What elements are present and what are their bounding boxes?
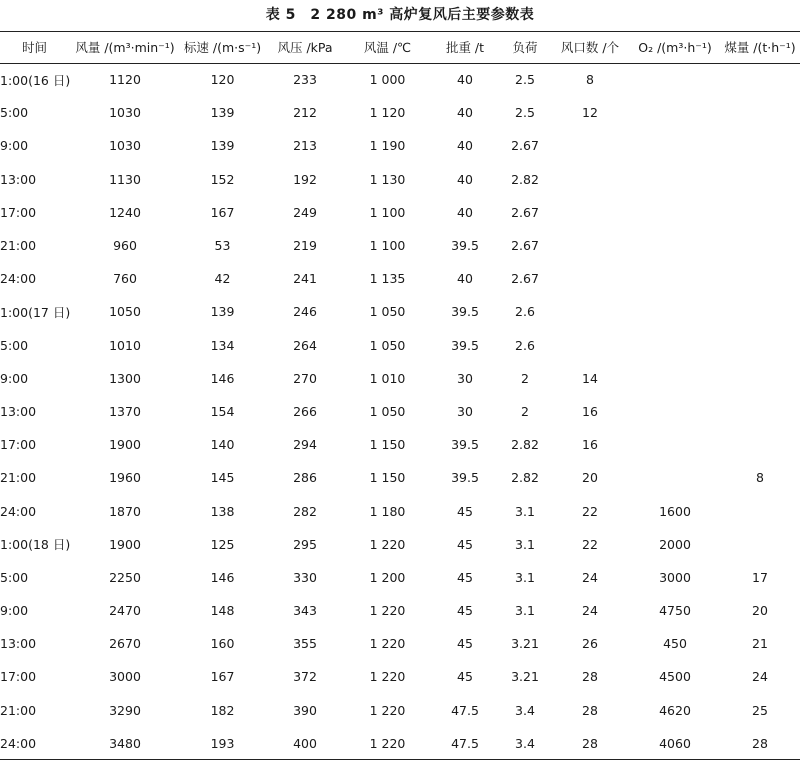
table-cell: 1130 <box>109 171 141 187</box>
table-cell: 22 <box>582 503 598 519</box>
table-cell: 1 220 <box>369 735 406 751</box>
table-cell <box>720 63 800 96</box>
table-row <box>0 494 800 527</box>
column-header: 标速 /(m·s⁻¹) <box>183 40 262 55</box>
table-cell: 1120 <box>109 72 141 88</box>
table-cell: 24 <box>582 603 598 619</box>
table-row <box>0 694 800 727</box>
table-cell: 2.5 <box>515 105 535 121</box>
table-cell: 40 <box>457 271 473 287</box>
table-cell: 1 130 <box>369 171 406 187</box>
table-row <box>0 461 800 494</box>
table-cell: 3.21 <box>511 669 539 685</box>
table-cell: 12 <box>582 105 598 121</box>
table-cell: 4500 <box>659 669 691 685</box>
table-row <box>0 528 800 561</box>
table-cell: 1370 <box>109 403 141 419</box>
table-cell: 219 <box>293 238 317 254</box>
table-cell: 45 <box>457 603 473 619</box>
table-cell: 282 <box>293 503 317 519</box>
table-cell: 760 <box>113 271 137 287</box>
table-cell: 148 <box>210 603 235 619</box>
table-row <box>0 63 800 96</box>
table-cell: 2670 <box>109 636 141 652</box>
table-cell: 2000 <box>659 536 691 552</box>
table-cell: 45 <box>457 503 473 519</box>
table-cell: 3480 <box>109 735 141 751</box>
table-cell: 2.67 <box>511 271 539 287</box>
table-cell: 47.5 <box>451 735 479 751</box>
table-cell: 28 <box>582 702 598 718</box>
table-cell: 28 <box>752 735 768 751</box>
table-cell: 139 <box>210 304 235 320</box>
table-cell: 2 <box>521 403 529 419</box>
column-header: 批重 /t <box>445 40 485 55</box>
table-cell <box>720 329 800 362</box>
table-cell: 39.5 <box>451 304 479 320</box>
table-cell: 145 <box>210 470 235 486</box>
table-cell: 4060 <box>659 735 691 751</box>
table-cell: 13:00 <box>0 171 37 187</box>
table-cell: 192 <box>293 171 317 187</box>
table-cell: 2.6 <box>515 304 535 320</box>
table-cell: 125 <box>210 536 235 552</box>
table-cell <box>630 229 720 262</box>
table-cell: 8 <box>586 72 594 88</box>
table-cell: 40 <box>457 138 473 154</box>
table-cell: 25 <box>752 702 768 718</box>
table-cell: 17 <box>752 569 768 585</box>
table-cell: 1 200 <box>369 569 406 585</box>
table-cell: 45 <box>457 636 473 652</box>
table-cell: 1:00(16 日) <box>0 72 71 88</box>
table-cell: 2 <box>521 370 529 386</box>
table-cell: 213 <box>293 138 317 154</box>
table-cell: 17:00 <box>0 669 37 685</box>
table-cell: 1 220 <box>369 702 406 718</box>
table-cell: 1:00(18 日) <box>0 537 71 553</box>
table-cell: 17:00 <box>0 437 37 453</box>
table-cell: 4750 <box>659 603 691 619</box>
table-cell: 24:00 <box>0 271 37 287</box>
table-cell: 1 220 <box>369 603 406 619</box>
table-cell: 167 <box>210 669 235 685</box>
table-cell <box>630 362 720 395</box>
table-cell: 8 <box>756 470 764 486</box>
table-cell: 2.6 <box>515 337 535 353</box>
column-header: 风口数 /个 <box>560 40 620 55</box>
header-row <box>0 31 800 63</box>
table-cell: 16 <box>582 403 598 419</box>
table-cell <box>630 96 720 129</box>
table-cell: 53 <box>214 238 231 254</box>
table-cell: 1 150 <box>369 437 406 453</box>
table-cell: 1 150 <box>369 470 406 486</box>
table-cell: 138 <box>210 503 235 519</box>
table-cell: 22 <box>582 536 598 552</box>
table-cell: 1 100 <box>369 238 406 254</box>
table-cell: 152 <box>210 171 235 187</box>
column-header: 风温 /℃ <box>363 40 412 55</box>
table-cell: 390 <box>293 702 317 718</box>
column-header: O₂ /(m³·h⁻¹) <box>638 39 712 55</box>
table-cell: 2.82 <box>511 470 539 486</box>
table-cell: 26 <box>582 636 598 652</box>
table-cell: 20 <box>752 603 768 619</box>
table-cell: 1 100 <box>369 204 406 220</box>
table-cell: 21:00 <box>0 238 37 254</box>
table-cell: 139 <box>210 138 235 154</box>
table-cell: 42 <box>214 271 231 287</box>
table-cell: 1050 <box>109 304 141 320</box>
table-cell: 1600 <box>659 503 691 519</box>
table-cell: 28 <box>582 669 598 685</box>
table-cell: 3000 <box>109 669 141 685</box>
table-cell: 40 <box>457 204 473 220</box>
table-cell <box>720 494 800 527</box>
table-cell <box>630 163 720 196</box>
table-cell <box>720 395 800 428</box>
table-cell <box>630 428 720 461</box>
table-cell: 160 <box>210 636 235 652</box>
table-cell: 9:00 <box>0 370 29 386</box>
table-cell: 39.5 <box>451 437 479 453</box>
table-cell <box>720 262 800 295</box>
table-cell: 1 000 <box>369 72 406 88</box>
table-cell: 21:00 <box>0 702 37 718</box>
table-cell: 3.4 <box>515 702 535 718</box>
table-cell: 16 <box>582 437 598 453</box>
table-cell: 294 <box>293 437 317 453</box>
table-cell: 2.67 <box>511 238 539 254</box>
table-cell: 40 <box>457 72 473 88</box>
table-row <box>0 362 800 395</box>
table-cell: 140 <box>210 437 235 453</box>
table-cell: 134 <box>210 337 235 353</box>
table-cell: 3.1 <box>515 569 535 585</box>
table-cell: 1030 <box>109 138 141 154</box>
table-cell: 1 050 <box>369 337 406 353</box>
column-header: 风压 /kPa <box>277 40 333 55</box>
table-row <box>0 395 800 428</box>
table-cell: 193 <box>210 735 235 751</box>
table-cell: 3.1 <box>515 503 535 519</box>
table-cell: 139 <box>210 105 235 121</box>
table-cell <box>630 129 720 162</box>
table-cell <box>550 163 630 196</box>
table-cell: 154 <box>210 403 235 419</box>
table-cell: 2.67 <box>511 138 539 154</box>
table-cell <box>720 295 800 328</box>
table-cell <box>630 196 720 229</box>
table-cell <box>720 96 800 129</box>
table-cell: 39.5 <box>451 470 479 486</box>
table-cell: 1 180 <box>369 503 406 519</box>
table-cell: 14 <box>582 370 598 386</box>
table-cell: 1030 <box>109 105 141 121</box>
table-row <box>0 196 800 229</box>
table-cell: 13:00 <box>0 403 37 419</box>
table-cell: 1 135 <box>369 271 406 287</box>
table-cell <box>630 295 720 328</box>
table-cell: 13:00 <box>0 636 37 652</box>
table-cell: 182 <box>210 702 235 718</box>
table-cell: 39.5 <box>451 238 479 254</box>
table-cell: 400 <box>293 735 317 751</box>
table-cell: 1 050 <box>369 403 406 419</box>
table-cell: 960 <box>113 238 137 254</box>
table-cell: 241 <box>293 271 317 287</box>
table-cell <box>720 196 800 229</box>
table-cell: 167 <box>210 204 235 220</box>
table-cell: 4620 <box>659 702 691 718</box>
table-cell: 246 <box>293 304 317 320</box>
table-cell <box>550 262 630 295</box>
table-cell: 5:00 <box>0 105 29 121</box>
table-cell: 3.1 <box>515 536 535 552</box>
table-cell <box>550 329 630 362</box>
table-cell: 24 <box>752 669 768 685</box>
table-cell <box>630 262 720 295</box>
table-cell <box>550 196 630 229</box>
table-row <box>0 163 800 196</box>
table-cell: 286 <box>293 470 317 486</box>
table-cell: 1 050 <box>369 304 406 320</box>
table-cell: 2.67 <box>511 204 539 220</box>
table-cell: 295 <box>293 536 317 552</box>
table-cell <box>720 163 800 196</box>
table-cell: 450 <box>663 636 687 652</box>
table-cell: 1 220 <box>369 669 406 685</box>
table-row <box>0 262 800 295</box>
table-cell: 1 010 <box>369 370 406 386</box>
table-cell: 233 <box>293 72 317 88</box>
table-cell: 343 <box>293 603 317 619</box>
table-cell: 21:00 <box>0 470 37 486</box>
table-cell: 17:00 <box>0 204 37 220</box>
table-row <box>0 295 800 328</box>
table-cell: 24 <box>582 569 598 585</box>
table-cell: 1870 <box>109 503 141 519</box>
table-cell: 1010 <box>109 337 141 353</box>
table-cell: 330 <box>293 569 317 585</box>
parameter-table <box>0 31 800 760</box>
table-cell: 1960 <box>109 470 141 486</box>
table-cell: 1:00(17 日) <box>0 304 71 320</box>
table-cell: 5:00 <box>0 337 29 353</box>
table-cell: 1900 <box>109 536 141 552</box>
table-row <box>0 594 800 627</box>
table-row <box>0 660 800 693</box>
table-cell <box>630 395 720 428</box>
table-cell: 146 <box>210 370 235 386</box>
table-cell: 212 <box>293 105 317 121</box>
table-cell <box>720 129 800 162</box>
table-cell: 28 <box>582 735 598 751</box>
table-row <box>0 329 800 362</box>
table-row <box>0 229 800 262</box>
column-header: 煤量 /(t·h⁻¹) <box>724 40 796 55</box>
table-cell: 3290 <box>109 702 141 718</box>
table-cell: 2.82 <box>511 437 539 453</box>
table-cell: 5:00 <box>0 569 29 585</box>
table-cell: 2.82 <box>511 171 539 187</box>
table-cell: 3.1 <box>515 603 535 619</box>
table-cell: 249 <box>293 204 317 220</box>
table-cell <box>550 129 630 162</box>
table-cell: 45 <box>457 669 473 685</box>
table-cell <box>630 329 720 362</box>
table-row <box>0 727 800 760</box>
table-cell: 24:00 <box>0 503 37 519</box>
table-cell: 39.5 <box>451 337 479 353</box>
table-cell <box>550 295 630 328</box>
table-cell: 1 190 <box>369 138 406 154</box>
table-cell: 24:00 <box>0 735 37 751</box>
table-cell: 45 <box>457 536 473 552</box>
table-cell: 355 <box>293 636 317 652</box>
table-cell: 30 <box>457 370 473 386</box>
table-cell <box>720 428 800 461</box>
table-cell: 30 <box>457 403 473 419</box>
table-cell: 1 220 <box>369 636 406 652</box>
table-cell: 146 <box>210 569 235 585</box>
table-cell: 40 <box>457 105 473 121</box>
table-cell: 264 <box>293 337 317 353</box>
table-cell <box>630 461 720 494</box>
table-cell: 47.5 <box>451 702 479 718</box>
table-cell: 1240 <box>109 204 141 220</box>
table-cell: 21 <box>752 636 768 652</box>
table-cell: 270 <box>293 370 317 386</box>
table-cell: 9:00 <box>0 603 29 619</box>
table-cell: 1300 <box>109 370 141 386</box>
table-cell <box>720 229 800 262</box>
table-row <box>0 561 800 594</box>
column-header: 时间 <box>22 40 48 55</box>
table-cell: 20 <box>582 470 598 486</box>
table-cell: 3000 <box>659 569 691 585</box>
table-cell <box>550 229 630 262</box>
table-cell: 266 <box>293 403 317 419</box>
table-cell: 9:00 <box>0 138 29 154</box>
table-row <box>0 428 800 461</box>
table-cell <box>720 362 800 395</box>
table-cell: 45 <box>457 569 473 585</box>
table-cell: 3.21 <box>511 636 539 652</box>
table-title: 表 5 2 280 m³ 高炉复风后主要参数表 <box>265 7 535 23</box>
table-cell: 1900 <box>109 437 141 453</box>
table-cell: 1 220 <box>369 536 406 552</box>
table-row <box>0 129 800 162</box>
table-cell <box>720 528 800 561</box>
table-cell: 2470 <box>109 603 141 619</box>
column-header: 负荷 <box>512 40 538 55</box>
table-cell: 40 <box>457 171 473 187</box>
table-cell: 2.5 <box>515 72 535 88</box>
table-cell <box>630 63 720 96</box>
table-cell: 1 120 <box>369 105 406 121</box>
table-cell: 372 <box>293 669 317 685</box>
table-cell: 3.4 <box>515 735 535 751</box>
column-header: 风量 /(m³·min⁻¹) <box>75 40 175 55</box>
table-cell: 120 <box>210 72 235 88</box>
table-row <box>0 627 800 660</box>
table-row <box>0 96 800 129</box>
table-cell: 2250 <box>109 569 141 585</box>
